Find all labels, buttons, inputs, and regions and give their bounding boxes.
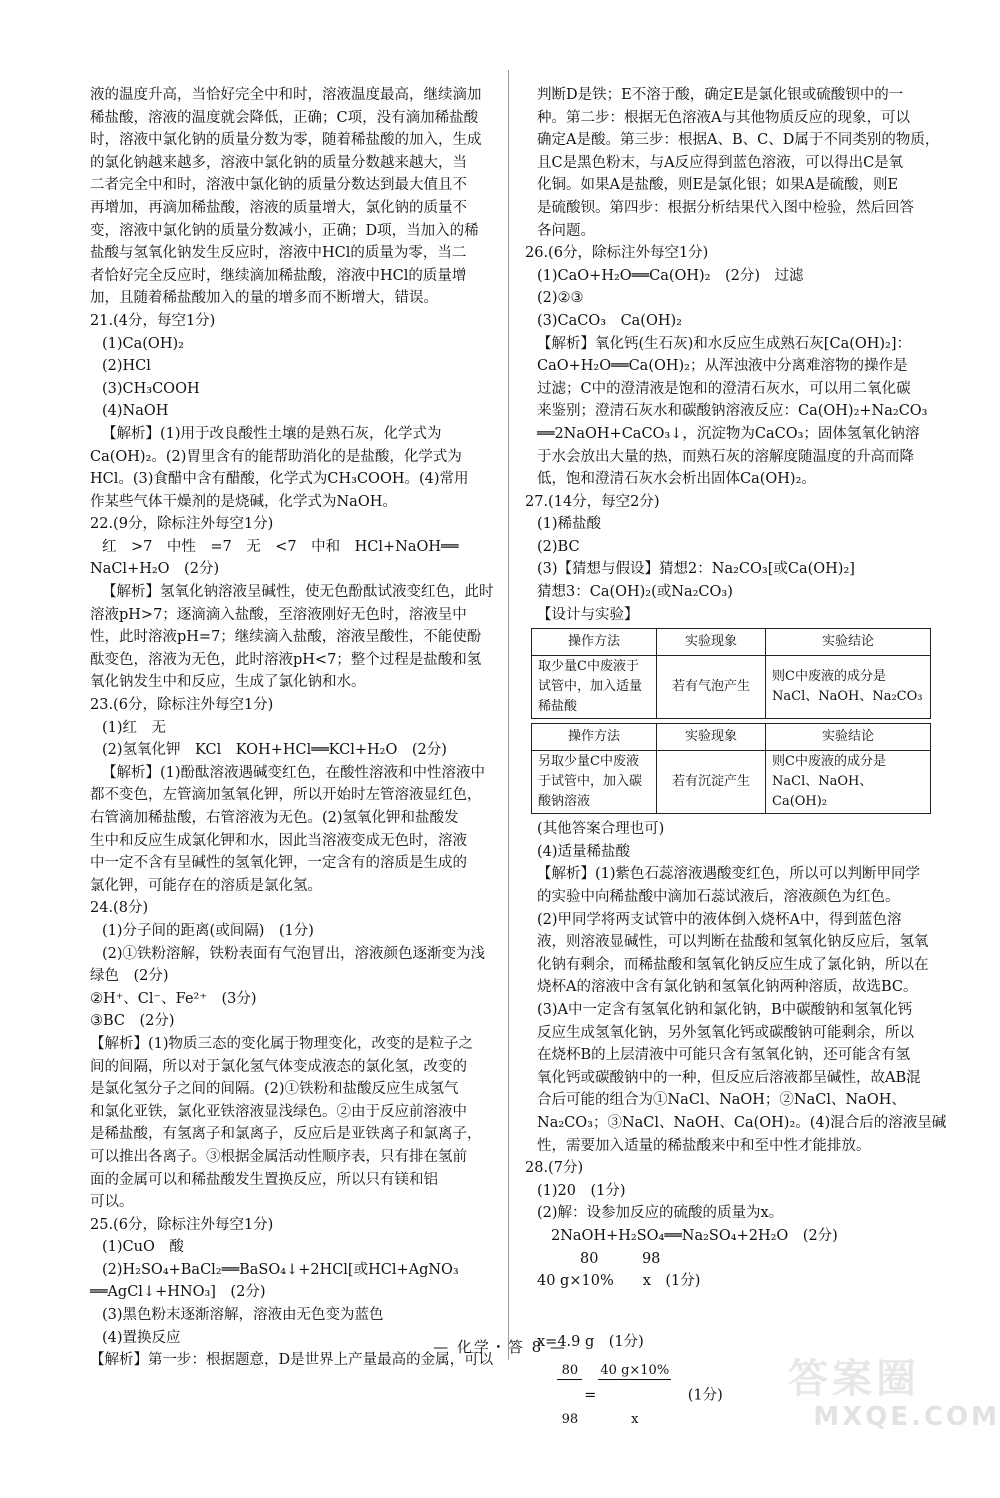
column-divider	[508, 70, 509, 1360]
text-line: 24.(8分)	[90, 900, 149, 917]
text-line: 二者完全中和时，溶液中氯化钠的质量分数达到最大值且不	[90, 177, 467, 194]
fraction-right-den: x	[631, 1411, 639, 1427]
text-line: 确定A是酸。第三步：根据A、B、C、D属于不同类别的物质，	[537, 132, 940, 149]
text-line: (1)红 无	[102, 719, 167, 736]
watermark-logo: 答案圈	[788, 1356, 920, 1403]
text-line: 化钠有剩余，而稀盐酸和氢氧化钠反应生成了氯化钠，所以在	[537, 956, 929, 973]
table-header-cell: 实验结论	[766, 724, 931, 751]
table-cell-phenomenon: 若有沉淀产生	[657, 751, 766, 814]
table-cell-op: 取少量C中废液于试管中，加入适量稀盐酸	[532, 656, 657, 719]
text-line: 28.(7分)	[525, 1160, 584, 1177]
fraction-left-den: 98	[561, 1411, 579, 1427]
text-line: 绿色 (2分)	[90, 968, 169, 985]
text-line: 右管滴加稀盐酸，右管溶液为无色。(2)氢氧化钾和盐酸发	[90, 810, 459, 826]
experiment-table	[531, 628, 931, 719]
fraction-left-num: 80	[557, 1363, 582, 1380]
text-line: 80 98	[551, 1250, 661, 1267]
text-line: 23.(6分，除标注外每空1分)	[90, 697, 274, 714]
text-line: (其他答案合理也可)	[537, 821, 665, 838]
text-line: 【解析】第一步：根据题意，D是世界上产量最高的金属，可以	[90, 1352, 494, 1369]
text-line: 性，需要加入适量的稀盐酸来中和至中性才能排放。	[537, 1137, 871, 1154]
text-line: (1)分子间的距离(或间隔) (1分)	[102, 922, 314, 939]
text-line: (2)氢氧化钾 KCl KOH+HCl══KCl+H₂O (2分)	[102, 742, 447, 759]
table-header-cell: 操作方法	[532, 724, 657, 751]
text-line: 合后可能的组合为①NaCl、NaOH；②NaCl、NaOH、	[537, 1092, 906, 1109]
text-line: (2)解：设参加反应的硫酸的质量为x。	[537, 1205, 784, 1222]
experiment-tables	[525, 628, 950, 814]
text-line: 烧杯A的溶液中含有氯化钠和氢氧化钠两种溶质，故选BC。	[537, 979, 918, 996]
fraction-score: (1分)	[687, 1387, 723, 1404]
text-line: 于水会放出大量的热，而熟石灰的溶解度随温度的升高而降	[537, 448, 914, 465]
left-column	[90, 84, 495, 1372]
text-line: 酞变色，溶液为无色，此时溶液pH<7；整个过程是盐酸和氢	[90, 651, 482, 668]
text-line: 【解析】(1)紫色石蕊溶液遇酸变红色，所以可以判断甲同学	[537, 866, 921, 883]
text-line: 化铜。如果A是盐酸，则E是氯化银；如果A是硫酸，则E	[537, 177, 899, 194]
table-header-cell: 实验现象	[657, 724, 766, 751]
text-line: 25.(6分，除标注外每空1分)	[90, 1216, 274, 1233]
text-line: 都不变色，左管滴加氢氧化钾，所以开始时左管溶液显红色，	[90, 787, 482, 804]
text-line: (3)黑色粉末逐渐溶解，溶液由无色变为蓝色	[102, 1307, 384, 1324]
right-column-text-a	[525, 84, 950, 626]
text-line: (1)CuO 酸	[102, 1239, 184, 1256]
text-line: 种。第二步：根据无色溶液A与其他物质反应的现象，可以	[537, 109, 910, 126]
text-line: 的氯化钠越来越多，溶液中氯化钠的质量分数越来越大，当	[90, 154, 467, 171]
text-line: 且C是黑色粉末，与A反应得到蓝色溶液，可以得出C是氧	[537, 154, 904, 171]
experiment-table	[531, 723, 931, 814]
text-line: 液的温度升高，当恰好完全中和时，溶液温度最高，继续滴加	[90, 87, 482, 103]
text-line: 是硫酸钡。第四步：根据分析结果代入图中检验，然后回答	[537, 199, 914, 216]
text-line: 氯化钾，可能存在的溶质是氯化氢。	[90, 877, 322, 894]
text-line: 过滤；C中的澄清液是饱和的澄清石灰水，可以用二氧化碳	[537, 380, 911, 397]
text-line: 可以。	[90, 1194, 134, 1211]
text-line: 【解析】(1)物质三态的变化属于物理变化，改变的是粒子之	[90, 1035, 474, 1052]
text-line: 21.(4分，每空1分)	[90, 312, 216, 329]
text-line: 低，饱和澄清石灰水会析出固体Ca(OH)₂。	[537, 471, 816, 488]
text-line: (4)NaOH	[102, 403, 169, 420]
text-line: ══2NaOH+CaCO₃↓，沉淀物为CaCO₃；固体氢氧化钠溶	[537, 425, 920, 442]
text-line: (4)适量稀盐酸	[537, 843, 631, 860]
text-line: 和氯化亚铁，氯化亚铁溶液显浅绿色。②由于反应前溶液中	[90, 1103, 467, 1120]
text-line: (1)稀盐酸	[537, 516, 602, 533]
table-cell-conclusion: 则C中废液的成分是NaCl、NaOH、Ca(OH)₂	[766, 751, 931, 814]
text-line: 溶液pH>7；逐滴滴入盐酸，至溶液刚好无色时，溶液呈中	[90, 606, 467, 623]
text-line: 【解析】氧化钙(生石灰)和水反应生成熟石灰[Ca(OH)₂]：	[537, 335, 912, 352]
table-cell-phenomenon: 若有气泡产生	[657, 656, 766, 719]
text-line: 者恰好完全反应时，继续滴加稀盐酸，溶液中HCl的质量增	[90, 267, 467, 284]
text-line: 时，溶液中氯化钠的质量分数为零，随着稀盐酸的加入，生成	[90, 132, 482, 149]
text-line: 间的间隔，所以对于氯化氢气体变成液态的氯化氢，改变的	[90, 1058, 467, 1075]
text-line: (1)20 (1分)	[537, 1182, 626, 1199]
text-line: (2)甲同学将两支试管中的液体倒入烧杯A中，得到蓝色溶	[537, 911, 902, 928]
text-line: 是稀盐酸，有氢离子和氯离子，反应后是亚铁离子和氯离子，	[90, 1126, 482, 1143]
text-line: 变，溶液中氯化钠的质量分数减小，正确；D项，当加入的稀	[90, 222, 479, 239]
text-line: Ca(OH)₂。(2)胃里含有的能帮助消化的是盐酸，化学式为	[90, 448, 462, 465]
text-line: 【设计与实验】	[537, 606, 639, 623]
text-line: 22.(9分，除标注外每空1分)	[90, 516, 274, 533]
text-line: CaO+H₂O══Ca(OH)₂；从浑浊液中分离难溶物的操作是	[537, 358, 908, 375]
text-line: 在烧杯B的上层清液中可能只含有氢氧化钠，还可能含有氢	[537, 1047, 911, 1064]
text-line: 反应生成氢氧化钠，另外氢氧化钙或碳酸钠可能剩余，所以	[537, 1024, 914, 1041]
text-line: 稀盐酸，溶液的温度就会降低，正确；C项，没有滴加稀盐酸	[90, 109, 479, 126]
text-line: 【解析】氢氧化钠溶液呈碱性，使无色酚酞试液变红色，此时	[102, 584, 494, 601]
text-line: 作某些气体干燥剂的是烧碱，化学式为NaOH。	[90, 493, 397, 510]
text-line: (2)BC	[537, 538, 580, 555]
text-line: ══AgCl↓+HNO₃] (2分)	[90, 1284, 266, 1301]
answer-line: x=4.9 g (1分)	[537, 1333, 644, 1350]
table-header-cell: 操作方法	[532, 629, 657, 656]
text-line: 加，且随着稀盐酸加入的量的增多而不断增大，错误。	[90, 290, 438, 307]
text-line: Na₂CO₃；③NaCl、NaOH、Ca(OH)₂。(4)混合后的溶液呈碱	[537, 1114, 947, 1131]
text-line: (2)HCl	[102, 358, 151, 375]
text-line: 可以推出各离子。③根据金属活动性顺序表，只有排在氢前	[90, 1148, 467, 1165]
text-line: 各问题。	[537, 222, 595, 239]
text-line: (1)CaO+H₂O══Ca(OH)₂ (2分) 过滤	[537, 267, 804, 284]
text-line: 性，此时溶液pH=7；继续滴入盐酸，溶液呈酸性，不能使酚	[90, 629, 482, 646]
table-header-cell: 实验结论	[766, 629, 931, 656]
table-cell-op: 另取少量C中废液于试管中，加入碳酸钠溶液	[532, 751, 657, 814]
text-line: 26.(6分，除标注外每空1分)	[525, 245, 709, 262]
text-line: 是氯化氢分子之间的间隔。(2)①铁粉和盐酸反应生成氢气	[90, 1081, 459, 1098]
text-line: 2NaOH+H₂SO₄══Na₂SO₄+2H₂O (2分)	[551, 1227, 838, 1244]
text-line: (1)Ca(OH)₂	[102, 335, 184, 352]
text-line: 27.(14分，每空2分)	[525, 493, 660, 510]
text-line: 盐酸与氢氧化钠发生反应时，溶液中HCl的质量为零，当二	[90, 245, 467, 262]
text-line: 40 g×10% x (1分)	[537, 1273, 701, 1290]
fraction-right-num: 40 g×10%	[600, 1362, 670, 1378]
text-line: 中一定不含有呈碱性的氢氧化钾，一定含有的溶质是生成的	[90, 855, 467, 872]
text-line: 再增加，再滴加稀盐酸，溶液的质量增大，氯化钠的质量不	[90, 199, 467, 216]
text-line: 【解析】(1)酚酞溶液遇碱变红色，在酸性溶液和中性溶液中	[102, 764, 486, 781]
text-line: (3)【猜想与假设】猜想2：Na₂CO₃[或Ca(OH)₂]	[537, 561, 855, 578]
text-line: 判断D是铁；E不溶于酸，确定E是氯化银或硫酸钡中的一	[537, 87, 904, 103]
text-line: 液，则溶液显碱性，可以判断在盐酸和氢氧化钠反应后，氢氧	[537, 934, 929, 951]
text-line: NaCl+H₂O (2分)	[90, 561, 220, 578]
text-line: 氧化钙或碳酸钠中的一种，但反应后溶液都呈碱性，故AB混	[537, 1069, 921, 1086]
text-line: 氧化钠发生中和反应，生成了氯化钠和水。	[90, 674, 366, 691]
text-line: HCl。(3)食醋中含有醋酸，化学式为CH₃COOH。(4)常用	[90, 471, 469, 488]
text-line: (2)②③	[537, 290, 584, 307]
fraction-equation: $\frac{80}{98}$ = $\frac{40 g\times 10\%}{x}$ (1分)	[525, 1293, 950, 1331]
table-header-cell: 实验现象	[657, 629, 766, 656]
text-line: (2)H₂SO₄+BaCl₂══BaSO₄↓+2HCl[或HCl+AgNO₃	[102, 1261, 459, 1278]
text-line: 生中和反应生成氯化钾和水，因此当溶液变成无色时，溶液	[90, 832, 467, 849]
text-line: 猜想3：Ca(OH)₂(或Na₂CO₃)	[537, 584, 733, 601]
table-cell-conclusion: 则C中废液的成分是NaCl、NaOH、Na₂CO₃	[766, 656, 931, 719]
right-column-text-b	[525, 818, 950, 1292]
text-line: ②H⁺、Cl⁻、Fe²⁺ (3分)	[90, 990, 257, 1007]
watermark-url: MXQE.COM	[813, 1402, 1000, 1433]
text-line: (4)置换反应	[102, 1329, 181, 1346]
page-footer: — 化学・答 8 —	[433, 1338, 567, 1356]
text-line: 红 >7 中性 =7 无 <7 中和 HCl+NaOH══	[102, 538, 459, 555]
text-line: 来鉴别；澄清石灰水和碳酸钠溶液反应：Ca(OH)₂+Na₂CO₃	[537, 403, 928, 420]
text-line: 【解析】(1)用于改良酸性土壤的是熟石灰，化学式为	[102, 425, 442, 442]
text-line: 的实验中向稀盐酸中滴加石蕊试液后，溶液颜色为红色。	[537, 889, 900, 906]
text-line: 面的金属可以和稀盐酸发生置换反应，所以只有镁和铝	[90, 1171, 438, 1188]
text-line: (3)CH₃COOH	[102, 380, 200, 397]
text-line: (3)CaCO₃ Ca(OH)₂	[537, 312, 682, 329]
text-line: (2)①铁粉溶解，铁粉表面有气泡冒出，溶液颜色逐渐变为浅	[102, 945, 486, 962]
text-line: (3)A中一定含有氢氧化钠和氯化钠，B中碳酸钠和氢氧化钙	[537, 1002, 913, 1018]
text-line: ③BC (2分)	[90, 1013, 175, 1030]
